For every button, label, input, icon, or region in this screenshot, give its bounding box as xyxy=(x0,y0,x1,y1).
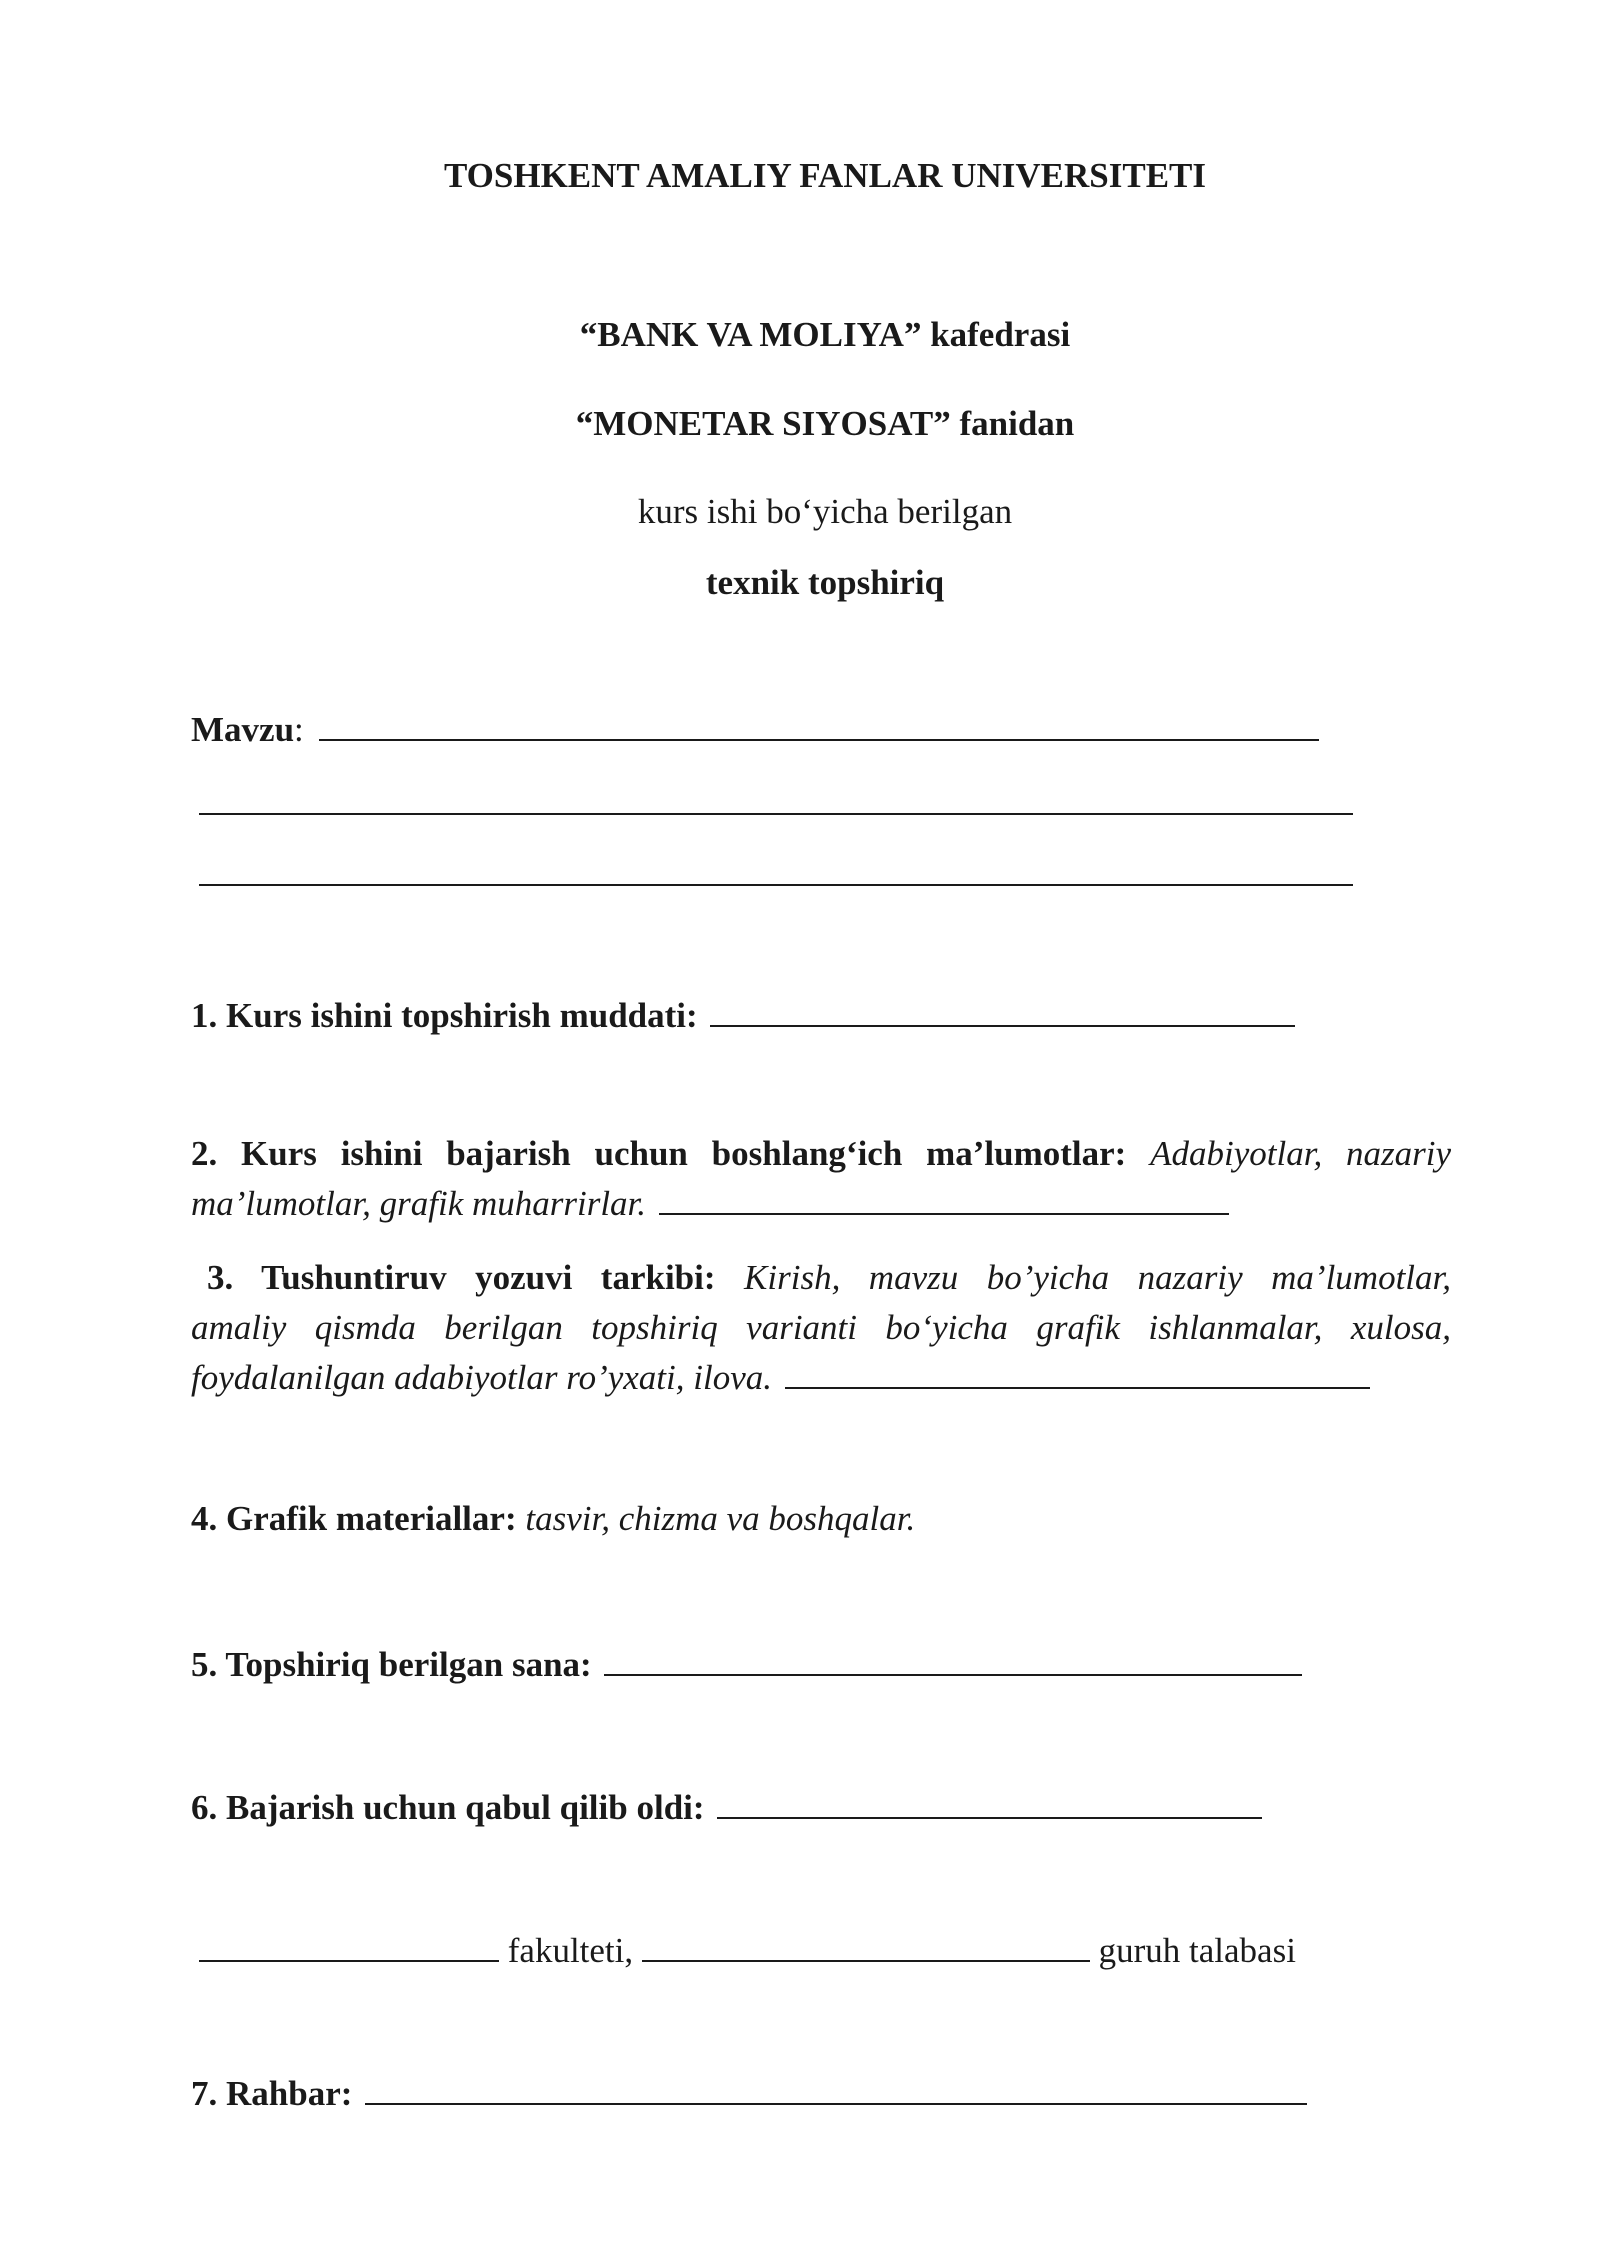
item-7-row xyxy=(191,2073,1307,2111)
item-3-text-3: foydalanilgan adabiyotlar ro’yxati, ilova. xyxy=(191,1358,772,1397)
item-2-label: 2. Kurs ishini bajarish uchun boshlang‘ich ma’lumotlar: xyxy=(191,1134,1127,1173)
item-1-label: 1. Kurs ishini topshirish muddati: xyxy=(191,996,698,1035)
department-title: “BANK VA MOLIYA” kafedrasi xyxy=(579,315,1071,354)
item-3-text-2: amaliy qismda berilgan topshiriq varianti bo‘yicha grafik ishlanmalar, xulosa, xyxy=(191,1308,1451,1347)
item-1-input-line[interactable] xyxy=(710,995,1295,1027)
supervisor-input-line[interactable] xyxy=(365,2073,1307,2105)
item-4-text: tasvir, chizma va boshqalar. xyxy=(525,1499,916,1538)
topic-input-line-3[interactable] xyxy=(199,884,1353,886)
item-6-row xyxy=(191,1787,1262,1825)
topic-input-line-2[interactable] xyxy=(199,813,1353,815)
item-3-line-3 xyxy=(191,1353,1451,1403)
item-5-row xyxy=(191,1644,1302,1682)
item-4-label: 4. Grafik materiallar: xyxy=(191,1499,517,1538)
item-5-label: 5. Topshiriq berilgan sana: xyxy=(191,1645,592,1684)
intro-text: kurs ishi bo‘yicha berilgan xyxy=(637,492,1013,531)
item-2-line-2 xyxy=(191,1179,1451,1229)
faculty-word: fakulteti, xyxy=(507,1931,634,1970)
document-title: texnik topshiriq xyxy=(705,563,945,602)
item-4-row xyxy=(191,1501,915,1536)
subject-title: “MONETAR SIYOSAT” fanidan xyxy=(575,404,1075,443)
item-6-label: 6. Bajarish uchun qabul qilib oldi: xyxy=(191,1788,705,1827)
item-2-text-1: Adabiyotlar, nazariy xyxy=(1150,1134,1452,1173)
item-3-input-line[interactable] xyxy=(785,1357,1370,1389)
item-3-text-1: Kirish, mavzu bo’yicha nazariy ma’lumotlar, xyxy=(744,1258,1452,1297)
topic-row xyxy=(191,709,1319,747)
item-2-paragraph xyxy=(191,1129,1451,1229)
item-6-input-line[interactable] xyxy=(717,1787,1262,1819)
item-5-input-line[interactable] xyxy=(604,1644,1302,1676)
item-3-paragraph xyxy=(191,1253,1451,1403)
item-2-input-line[interactable] xyxy=(659,1183,1229,1215)
topic-label: Mavzu xyxy=(191,710,295,749)
item-2-text-2: ma’lumotlar, grafik muharrirlar. xyxy=(191,1184,647,1223)
item-1-row xyxy=(191,995,1295,1033)
item-2-line-1 xyxy=(191,1129,1451,1179)
topic-input-line-1[interactable] xyxy=(319,709,1319,741)
item-7-label: 7. Rahbar: xyxy=(191,2074,353,2113)
topic-colon: : xyxy=(294,710,304,749)
university-title: TOSHKENT AMALIY FANLAR UNIVERSITETI xyxy=(443,156,1207,195)
student-row xyxy=(199,1930,1296,1968)
item-3-label: 3. Tushuntiruv yozuvi tarkibi: xyxy=(207,1258,716,1297)
item-3-line-1 xyxy=(191,1253,1451,1303)
group-input-line[interactable] xyxy=(642,1930,1090,1962)
group-word: guruh talabasi xyxy=(1098,1931,1296,1970)
faculty-input-line[interactable] xyxy=(199,1930,499,1962)
